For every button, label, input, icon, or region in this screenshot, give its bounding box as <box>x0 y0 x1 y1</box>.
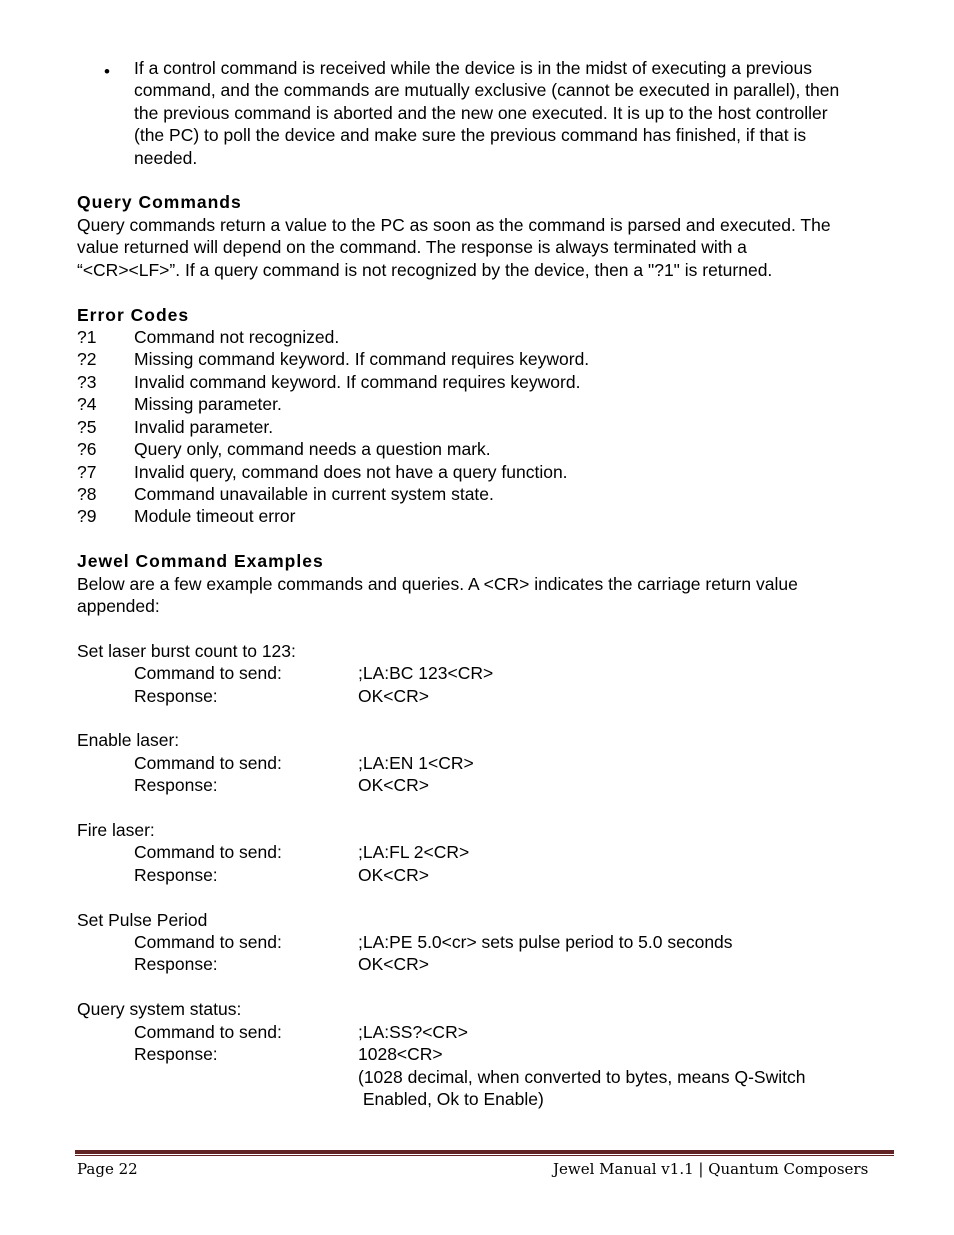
response-note-line: Enabled, Ok to Enable) <box>358 1089 544 1109</box>
example-title: Enable laser: <box>77 730 180 750</box>
error-code: ?8 <box>77 484 97 504</box>
examples-intro-line: Below are a few example commands and queries. A <CR> indicates the carriage return value <box>77 574 798 594</box>
footer-page-number: Page 22 <box>77 1160 138 1178</box>
error-description: Missing parameter. <box>134 394 282 414</box>
error-code: ?3 <box>77 372 97 392</box>
error-description: Command unavailable in current system state. <box>134 484 494 504</box>
response-note-line: (1028 decimal, when converted to bytes, means Q-Switch <box>358 1067 806 1087</box>
response-value: OK<CR> <box>358 686 429 706</box>
error-description: Missing command keyword. If command requires keyword. <box>134 349 590 369</box>
response-label: Response: <box>134 954 218 974</box>
query-commands-heading: Query Commands <box>77 192 242 212</box>
response-label: Response: <box>134 865 218 885</box>
bullet-point: • <box>104 62 110 81</box>
error-description: Invalid command keyword. If command requires keyword. <box>134 372 581 392</box>
error-description: Module timeout error <box>134 506 296 526</box>
error-code: ?6 <box>77 439 97 459</box>
error-code: ?4 <box>77 394 97 414</box>
error-description: Invalid parameter. <box>134 417 274 437</box>
command-label: Command to send: <box>134 1022 282 1042</box>
query-paragraph-line: “<CR><LF>”. If a query command is not recognized by the device, then a "?1" is returned. <box>77 260 773 280</box>
query-paragraph-line: Query commands return a value to the PC as soon as the command is parsed and executed. The <box>77 215 831 235</box>
error-code: ?5 <box>77 417 97 437</box>
error-code: ?7 <box>77 462 97 482</box>
command-label: Command to send: <box>134 663 282 683</box>
example-title: Set laser burst count to 123: <box>77 641 296 661</box>
bullet-line: needed. <box>134 148 198 168</box>
bullet-line: the previous command is aborted and the new one executed. It is up to the host controller <box>134 103 828 123</box>
response-label: Response: <box>134 775 218 795</box>
response-label: Response: <box>134 686 218 706</box>
footer-rule-thick <box>75 1150 894 1154</box>
example-title: Query system status: <box>77 999 242 1019</box>
footer-rule-thin <box>75 1155 894 1156</box>
response-value: 1028<CR> <box>358 1044 443 1064</box>
bullet-line: If a control command is received while the device is in the midst of executing a previous <box>134 58 812 78</box>
error-codes-heading: Error Codes <box>77 305 190 325</box>
command-value: ;LA:BC 123<CR> <box>358 663 494 683</box>
command-label: Command to send: <box>134 932 282 952</box>
error-description: Command not recognized. <box>134 327 340 347</box>
response-label: Response: <box>134 1044 218 1064</box>
response-value: OK<CR> <box>358 775 429 795</box>
command-examples-heading: Jewel Command Examples <box>77 551 324 571</box>
error-code: ?2 <box>77 349 97 369</box>
command-value: ;LA:EN 1<CR> <box>358 753 474 773</box>
error-description: Query only, command needs a question mark. <box>134 439 491 459</box>
command-label: Command to send: <box>134 842 282 862</box>
error-description: Invalid query, command does not have a query function. <box>134 462 568 482</box>
response-value: OK<CR> <box>358 865 429 885</box>
bullet-line: (the PC) to poll the device and make sure the previous command has finished, if that is <box>134 125 807 145</box>
query-paragraph-line: value returned will depend on the command. The response is always terminated with a <box>77 237 747 257</box>
footer-document-title: Jewel Manual v1.1 | Quantum Composers <box>553 1160 869 1178</box>
command-value: ;LA:PE 5.0<cr> sets pulse period to 5.0 seconds <box>358 932 733 952</box>
command-label: Command to send: <box>134 753 282 773</box>
example-title: Fire laser: <box>77 820 155 840</box>
error-code: ?1 <box>77 327 97 347</box>
examples-intro-line: appended: <box>77 596 160 616</box>
error-code: ?9 <box>77 506 97 526</box>
bullet-line: command, and the commands are mutually exclusive (cannot be executed in parallel), then <box>134 80 840 100</box>
command-value: ;LA:FL 2<CR> <box>358 842 470 862</box>
command-value: ;LA:SS?<CR> <box>358 1022 468 1042</box>
response-value: OK<CR> <box>358 954 429 974</box>
example-title: Set Pulse Period <box>77 910 208 930</box>
